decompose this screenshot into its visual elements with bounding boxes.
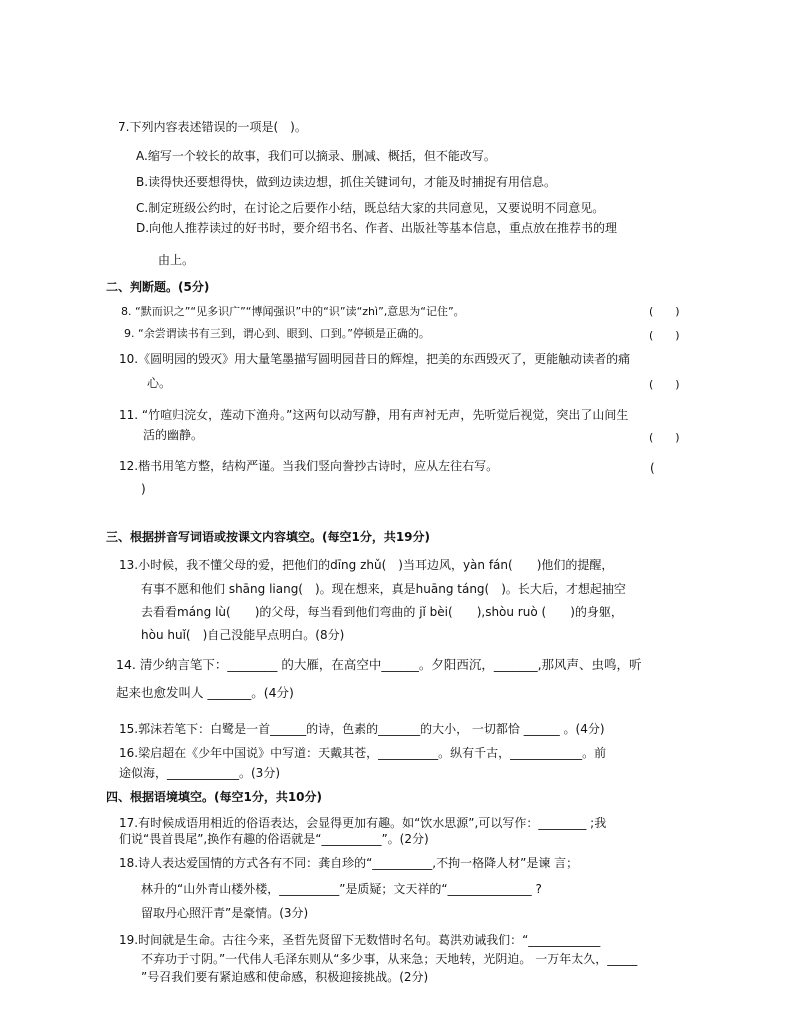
q7-option-d-cont: 由上。 <box>158 253 195 267</box>
q7-option-c: C.制定班级公约时，在讨论之后要作小结，既总结大家的共同意见，又要说明不同意见。 <box>136 201 605 215</box>
q9-answer-paren[interactable]: ( ) <box>649 329 680 342</box>
q18-line-2: 林升的“山外青山楼外楼，__________”是质疑；文天祥的“______________ ? <box>141 882 542 896</box>
section-4-heading: 四、根据语境填空。(每空1分，共10分) <box>106 790 323 804</box>
q13-line-2: 有事不愿和他们 shāng liang( )。现在想来，真是huāng táng( )。长大后，才想起抽空 <box>141 582 626 596</box>
q13-line-3: 去看看máng lù( )的父母，每当看到他们弯曲的 jǐ bèi( ),shòu ruò ( )的身躯， <box>141 605 623 619</box>
section-2-heading: 二、判断题。(5分) <box>106 280 210 294</box>
q8-answer-paren[interactable]: ( ) <box>649 305 680 318</box>
q15-text: 15.郭沫若笔下：白鹭是一首______的诗，色素的_______的大小， 一切都恰 ______ 。(4分) <box>119 722 605 736</box>
q7-stem: 7.下列内容表述错误的一项是( )。 <box>118 120 307 134</box>
q10-text-cont: 心。 <box>147 376 172 390</box>
q14-line-1: 14. 清少纳言笔下：________ 的大雁，在高空中______。夕阳西沉，_______,那风声、虫鸣，听 <box>116 657 642 672</box>
q7-option-d: D.向他人推荐读过的好书时，要介绍书名、作者、出版社等基本信息，重点放在推荐书的理 <box>136 221 618 235</box>
q19-line-2: 不弃功于寸阴。”一代伟人毛泽东则从“多少事，从来急；天地转，光阴迫。 一万年太久，_____ <box>141 952 638 966</box>
q7-option-b: B.读得快还要想得快，做到边读边想，抓住关键词句，才能及时捕捉有用信息。 <box>136 175 557 189</box>
q12-answer-paren-close: ) <box>141 482 146 496</box>
q14-line-2: 起来也愈发叫人 _______。(4分) <box>116 685 294 700</box>
q16-line-2: 途似海，____________。(3分) <box>119 766 280 780</box>
q8-text: 8. “默而识之”“见多识广”“博闻强识”中的“识”读“zhì”,意思为“记住”。 <box>121 305 465 318</box>
q18-line-3: 留取丹心照汗青”是豪情。(3分) <box>141 906 309 920</box>
q17-line-2: 们说“畏首畏尾”,换作有趣的俗语就是“__________”。(2分) <box>119 832 429 846</box>
q10-answer-paren[interactable]: ( ) <box>649 378 680 391</box>
q13-line-4: hòu huǐ( )自己没能早点明白。(8分) <box>141 628 345 642</box>
q18-line-1: 18.诗人表达爱国情的方式各有不同：龚自珍的“__________,不拘一格降人材”是谏 言； <box>119 856 579 870</box>
q11-text-cont: 活的幽静。 <box>143 428 204 442</box>
q16-line-1: 16.梁启超在《少年中国说》中写道：天戴其苍，__________。纵有千古，____________。前 <box>119 746 607 760</box>
q13-line-1: 13.小时候，我不懂父母的爱，把他们的dīng zhǔ( )当耳边风，yàn fán( )他们的提醒， <box>119 558 614 572</box>
q11-text: 11. “竹喧归浣女，莲动下渔舟。”这两句以动写静，用有声衬无声，先听觉后视觉，突出了山间生 <box>119 408 629 422</box>
q12-answer-paren-open[interactable]: ( <box>650 461 655 475</box>
q19-line-3: ”号召我们要有紧迫感和使命感，积极迎接挑战。(2分) <box>141 970 429 984</box>
q9-text: 9. “余尝谓读书有三到，谓心到、眼到、口到。”停顿是正确的。 <box>124 327 430 340</box>
q11-answer-paren[interactable]: ( ) <box>649 431 680 444</box>
q17-line-1: 17.有时候成语用相近的俗语表达，会显得更加有趣。如“饮水思源”,可以写作：________ ;我 <box>119 816 607 830</box>
q7-option-a: A.缩写一个较长的故事，我们可以摘录、删减、概括，但不能改写。 <box>136 149 496 163</box>
q10-text: 10.《圆明园的毁灭》用大量笔墨描写圆明园昔日的辉煌，把美的东西毁灭了，更能触动读者的痛 <box>119 352 631 366</box>
q19-line-1: 19.时间就是生命。古往今来，圣哲先贤留下无数惜时名句。葛洪劝诫我们：“____________ <box>119 933 601 947</box>
section-3-heading: 三、根据拼音写词语或按课文内容填空。(每空1分，共19分) <box>106 530 431 544</box>
q12-text: 12.楷书用笔方整，结构严谨。当我们竖向誊抄古诗时，应从左往右写。 <box>119 459 499 473</box>
